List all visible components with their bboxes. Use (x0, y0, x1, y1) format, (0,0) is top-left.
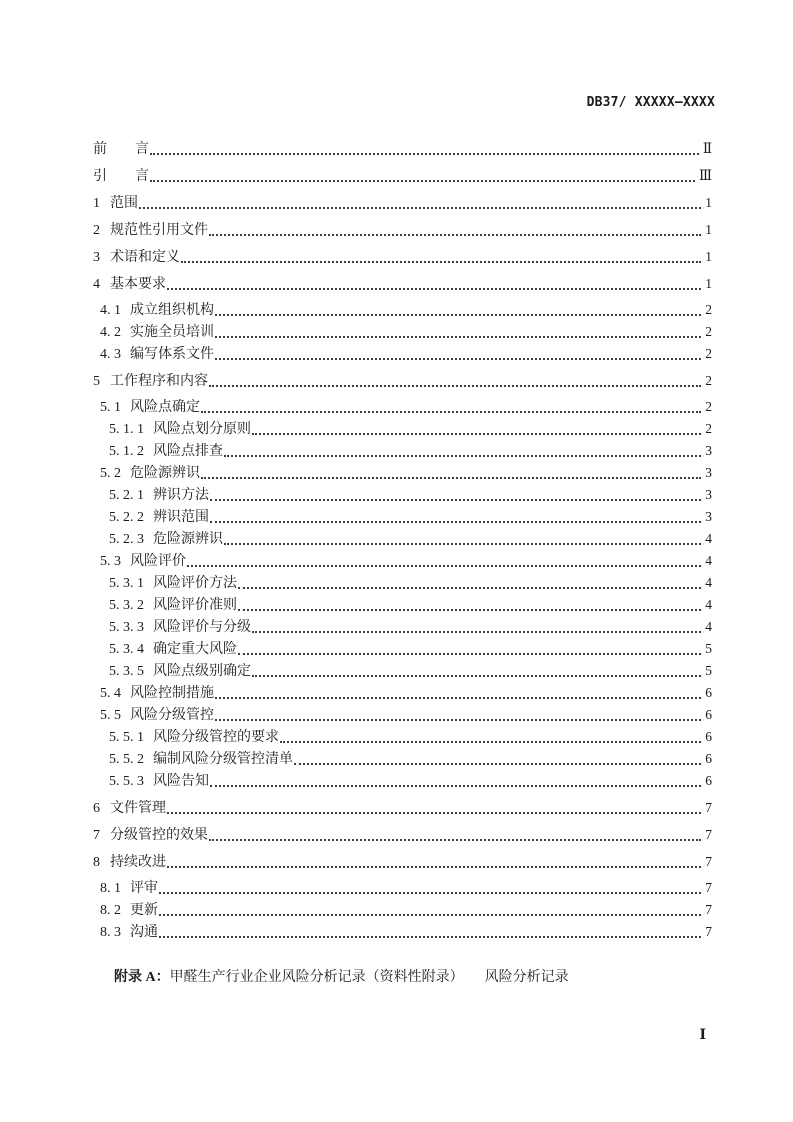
toc-entry-page: 2 (705, 302, 712, 317)
toc-entry-label: 术语和定义 (110, 250, 180, 265)
toc-entry[interactable] (93, 880, 712, 897)
toc-entry-label: 风险点级别确定 (153, 664, 251, 679)
toc-entry[interactable] (93, 773, 712, 790)
dotted-leader (209, 839, 701, 841)
toc-entry[interactable] (93, 346, 712, 363)
toc-entry-label: 风险评价 (130, 554, 186, 569)
toc-entry[interactable] (93, 373, 712, 390)
toc-entry-label: 工作程序和内容 (110, 374, 208, 389)
toc-entry[interactable] (93, 827, 712, 844)
toc-entry-label: 风险分级管控 (130, 708, 214, 723)
toc-entry-label: 危险源辨识 (153, 532, 223, 547)
toc-entry-label: 风险评价准则 (153, 598, 237, 613)
toc-entry-number: 4 (93, 277, 100, 292)
dotted-leader (224, 455, 701, 457)
dotted-leader (224, 543, 701, 545)
toc-entry-label: 辨识范围 (153, 510, 209, 525)
toc-entry-number: 5. 5. 2 (109, 752, 144, 767)
toc-entry[interactable] (93, 531, 712, 548)
toc-entry-page: 4 (705, 619, 712, 634)
toc-entry-label: 引 言 (93, 169, 149, 184)
toc-entry[interactable] (93, 421, 712, 438)
toc-entry-label: 辨识方法 (153, 488, 209, 503)
toc-entry-page: 4 (705, 575, 712, 590)
toc-entry-number: 5. 4 (100, 686, 121, 701)
dotted-leader (201, 477, 701, 479)
toc-entry-label: 成立组织机构 (130, 303, 214, 318)
toc-entry-label: 更新 (130, 903, 158, 918)
toc-entry[interactable] (93, 729, 712, 746)
dotted-leader (210, 785, 701, 787)
toc-entry-page: 6 (705, 729, 712, 744)
toc-entry-number: 8. 1 (100, 881, 121, 896)
toc-entry-page: 1 (705, 276, 712, 291)
toc-entry[interactable] (93, 302, 712, 319)
toc-entry-page: 7 (705, 880, 712, 895)
toc-entry-label: 评审 (130, 881, 158, 896)
toc-entry-page: 1 (705, 195, 712, 210)
dotted-leader (181, 261, 701, 263)
dotted-leader (209, 385, 701, 387)
toc-entry-page: 7 (705, 924, 712, 939)
toc-entry-page: 4 (705, 597, 712, 612)
dotted-leader (215, 358, 701, 360)
toc-entry[interactable] (93, 249, 712, 266)
toc-entry-label: 前 言 (93, 142, 149, 157)
dotted-leader (187, 565, 701, 567)
appendix-title: 甲醛生产行业企业风险分析记录（资料性附录） (169, 970, 464, 985)
dotted-leader (215, 719, 701, 721)
toc-entry[interactable] (93, 800, 712, 817)
dotted-leader (215, 314, 701, 316)
toc-entry-number: 3 (93, 250, 100, 265)
toc-entry-number: 7 (93, 828, 100, 843)
toc-entry[interactable] (93, 509, 712, 526)
dotted-leader (159, 914, 701, 916)
toc-entry[interactable] (93, 597, 712, 614)
toc-entry[interactable] (93, 924, 712, 941)
toc-entry-number: 2 (93, 223, 100, 238)
dotted-leader (252, 631, 701, 633)
toc-entry-page: 6 (705, 685, 712, 700)
toc-entry[interactable] (93, 751, 712, 768)
toc-entry[interactable] (93, 854, 712, 871)
toc-entry-number: 5. 3. 4 (109, 642, 144, 657)
appendix-entry[interactable] (93, 954, 712, 1002)
toc-entry-page: Ⅲ (698, 168, 712, 183)
toc-entry-page: Ⅱ (702, 141, 712, 156)
toc-entry[interactable] (93, 707, 712, 724)
toc-entry-label: 实施全员培训 (130, 325, 214, 340)
toc-entry[interactable] (93, 902, 712, 919)
toc-entry-label: 持续改进 (110, 855, 166, 870)
table-of-contents (93, 131, 712, 1002)
toc-entry[interactable] (93, 324, 712, 341)
dotted-leader (167, 866, 701, 868)
appendix-label: 附录 A： (114, 970, 170, 985)
page-number: Ⅰ (699, 1028, 706, 1043)
toc-entry-number: 5. 3. 5 (109, 664, 144, 679)
dotted-leader (167, 812, 701, 814)
dotted-leader (238, 587, 701, 589)
toc-entry[interactable] (93, 465, 712, 482)
dotted-leader (252, 675, 701, 677)
toc-entry-number: 4. 3 (100, 347, 121, 362)
toc-entry[interactable] (93, 222, 712, 239)
toc-entry-number: 5. 5. 3 (109, 774, 144, 789)
toc-entry-label: 编写体系文件 (130, 347, 214, 362)
toc-entry-number: 4. 1 (100, 303, 121, 318)
toc-entry-label: 危险源辨识 (130, 466, 200, 481)
toc-entry[interactable] (93, 168, 712, 185)
toc-entry-label: 编制风险分级管控清单 (153, 752, 293, 767)
toc-entry-page: 7 (705, 854, 712, 869)
toc-entry-page: 1 (705, 222, 712, 237)
dotted-leader (167, 288, 701, 290)
toc-entry-label: 风险控制措施 (130, 686, 214, 701)
toc-entry-label: 风险分级管控的要求 (153, 730, 279, 745)
toc-entry-page: 4 (705, 553, 712, 568)
toc-entry-page: 5 (705, 663, 712, 678)
toc-entry-page: 7 (705, 800, 712, 815)
toc-entry-label: 风险点划分原则 (153, 422, 251, 437)
toc-entry-page: 7 (705, 827, 712, 842)
toc-entry-number: 5. 2. 1 (109, 488, 144, 503)
toc-entry-number: 5. 3. 2 (109, 598, 144, 613)
standard-code: DB37/ XXXXX—XXXX (586, 95, 715, 110)
toc-entry[interactable] (93, 575, 712, 592)
dotted-leader (280, 741, 701, 743)
toc-entry-label: 风险评价方法 (153, 576, 237, 591)
toc-entry[interactable] (93, 619, 712, 636)
dotted-leader (209, 234, 701, 236)
toc-entry-page: 6 (705, 773, 712, 788)
toc-entry-number: 4. 2 (100, 325, 121, 340)
toc-entry-label: 风险点排查 (153, 444, 223, 459)
toc-entry[interactable] (93, 443, 712, 460)
dotted-leader (294, 763, 701, 765)
dotted-leader (159, 892, 701, 894)
toc-entry-label: 规范性引用文件 (110, 223, 208, 238)
toc-entry-label: 基本要求 (110, 277, 166, 292)
toc-entry-page: 2 (705, 373, 712, 388)
toc-entry-page: 3 (705, 465, 712, 480)
toc-entry-number: 8. 3 (100, 925, 121, 940)
toc-entry-page: 1 (705, 249, 712, 264)
toc-entry[interactable] (93, 195, 712, 212)
toc-entry[interactable] (93, 276, 712, 293)
toc-entry-number: 5. 3. 3 (109, 620, 144, 635)
toc-entry-label: 文件管理 (110, 801, 166, 816)
toc-entry-page: 6 (705, 707, 712, 722)
toc-entry-page: 3 (705, 443, 712, 458)
toc-entry[interactable] (93, 641, 712, 658)
document-header (93, 94, 715, 111)
toc-entry-number: 5. 3 (100, 554, 121, 569)
toc-entry-page: 3 (705, 487, 712, 502)
dotted-leader (252, 433, 701, 435)
appendix-suffix: 风险分析记录 (484, 970, 569, 985)
toc-entry-number: 5. 1 (100, 400, 121, 415)
toc-entry-page: 5 (705, 641, 712, 656)
toc-entry[interactable] (93, 553, 712, 570)
toc-entry-label: 确定重大风险 (153, 642, 237, 657)
toc-entry-page: 4 (705, 531, 712, 546)
toc-entry-number: 5. 5. 1 (109, 730, 144, 745)
dotted-leader (150, 180, 695, 182)
dotted-leader (238, 609, 701, 611)
toc-entry[interactable] (93, 685, 712, 702)
toc-entry-number: 5. 2 (100, 466, 121, 481)
toc-entry-label: 风险点确定 (130, 400, 200, 415)
toc-entry-page: 2 (705, 421, 712, 436)
toc-entry-page: 7 (705, 902, 712, 917)
dotted-leader (139, 207, 701, 209)
dotted-leader (238, 653, 701, 655)
dotted-leader (201, 411, 701, 413)
toc-entry-list (93, 141, 712, 941)
toc-entry[interactable] (93, 487, 712, 504)
toc-entry-label: 沟通 (130, 925, 158, 940)
toc-entry-label: 范围 (110, 196, 138, 211)
dotted-leader (159, 936, 701, 938)
dotted-leader (215, 336, 701, 338)
toc-entry-page: 2 (705, 399, 712, 414)
toc-entry-number: 5 (93, 374, 100, 389)
toc-entry-number: 5. 3. 1 (109, 576, 144, 591)
toc-entry-label: 风险评价与分级 (153, 620, 251, 635)
toc-entry-number: 5. 1. 1 (109, 422, 144, 437)
dotted-leader (150, 153, 699, 155)
toc-entry-number: 5. 2. 2 (109, 510, 144, 525)
dotted-leader (210, 499, 701, 501)
dotted-leader (210, 521, 701, 523)
dotted-leader (215, 697, 701, 699)
toc-entry-label: 分级管控的效果 (110, 828, 208, 843)
toc-entry-number: 8 (93, 855, 100, 870)
toc-entry-number: 6 (93, 801, 100, 816)
toc-entry-number: 5. 1. 2 (109, 444, 144, 459)
toc-entry-page: 2 (705, 324, 712, 339)
toc-entry-number: 8. 2 (100, 903, 121, 918)
toc-entry-page: 2 (705, 346, 712, 361)
toc-entry-label: 风险告知 (153, 774, 209, 789)
page-footer (699, 1028, 706, 1043)
toc-entry[interactable] (93, 663, 712, 680)
toc-entry-number: 5. 2. 3 (109, 532, 144, 547)
toc-entry[interactable] (93, 141, 712, 158)
toc-entry-number: 1 (93, 196, 100, 211)
toc-entry-page: 6 (705, 751, 712, 766)
toc-entry-page: 3 (705, 509, 712, 524)
toc-entry-number: 5. 5 (100, 708, 121, 723)
toc-entry[interactable] (93, 399, 712, 416)
